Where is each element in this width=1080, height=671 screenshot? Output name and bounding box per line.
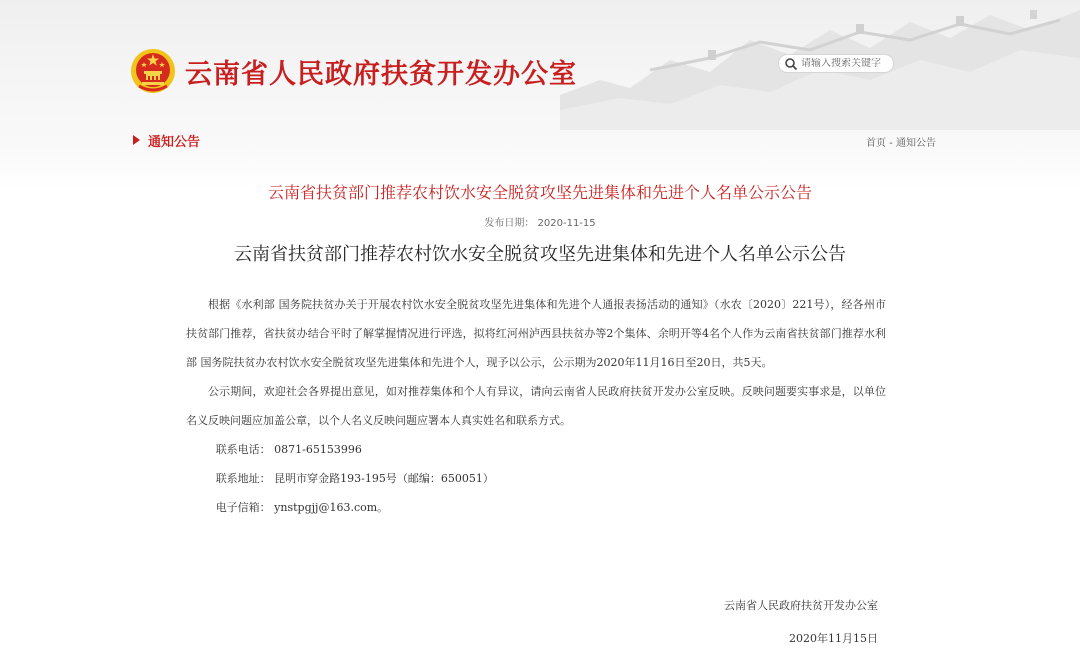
contact-email: 电子信箱： ynstpgjj@163.com。 [215,501,389,514]
contact-address: 联系地址： 昆明市穿金路193-195号（邮编：650051） [215,472,494,485]
article-headline: 云南省扶贫部门推荐农村饮水安全脱贫攻坚先进集体和先进个人名单公示公告 [267,183,812,202]
publish-date: 发布日期： 2020-11-15 [484,218,596,229]
article-paragraph: 根据《水利部 国务院扶贫办关于开展农村饮水安全脱贫攻坚先进集体和先进个人通报表扬活动的通知》（水农〔2020〕221号），经各州市扶贫部门推荐，省扶贫办结合平时了解掌握情况进行评选，拟将红河州泸西县扶贫办等2个集体、余明开等4名个人作为云南省扶贫部门推荐水利部 国务院扶贫办农村饮水安全脱贫攻坚先进集体和先进个人，现予以公示，公示期为2020年11月16日至20日，共5天。 [186,298,886,369]
search-input[interactable] [798,58,893,69]
section-arrow-icon [133,135,140,145]
article-title: 云南省扶贫部门推荐农村饮水安全脱贫攻坚先进集体和先进个人名单公示公告 [234,244,846,265]
current-section-label: 通知公告 [148,135,201,150]
article-body [186,290,886,522]
breadcrumb-separator: - [886,138,896,149]
search-box[interactable] [778,54,894,73]
site-header [0,0,1080,190]
article-paragraph: 公示期间，欢迎社会各界提出意见，如对推荐集体和个人有异议，请向云南省人民政府扶贫开发办公室反映。反映问题要实事求是，以单位名义反映问题应加盖公章，以个人名义反映问题应署本人真实姓名和联系方式。 [186,385,886,427]
breadcrumb-home-link[interactable]: 首页 [866,138,886,149]
site-title: 云南省人民政府扶贫开发办公室 [185,59,577,90]
breadcrumb [866,134,936,149]
contact-phone: 联系电话： 0871-65153996 [215,443,362,456]
signature-date: 2020年11月15日 [789,632,878,645]
signature-organization: 云南省人民政府扶贫开发办公室 [724,599,878,612]
search-icon[interactable] [784,57,798,71]
national-emblem-icon [130,48,176,94]
breadcrumb-current-link[interactable]: 通知公告 [895,138,936,149]
